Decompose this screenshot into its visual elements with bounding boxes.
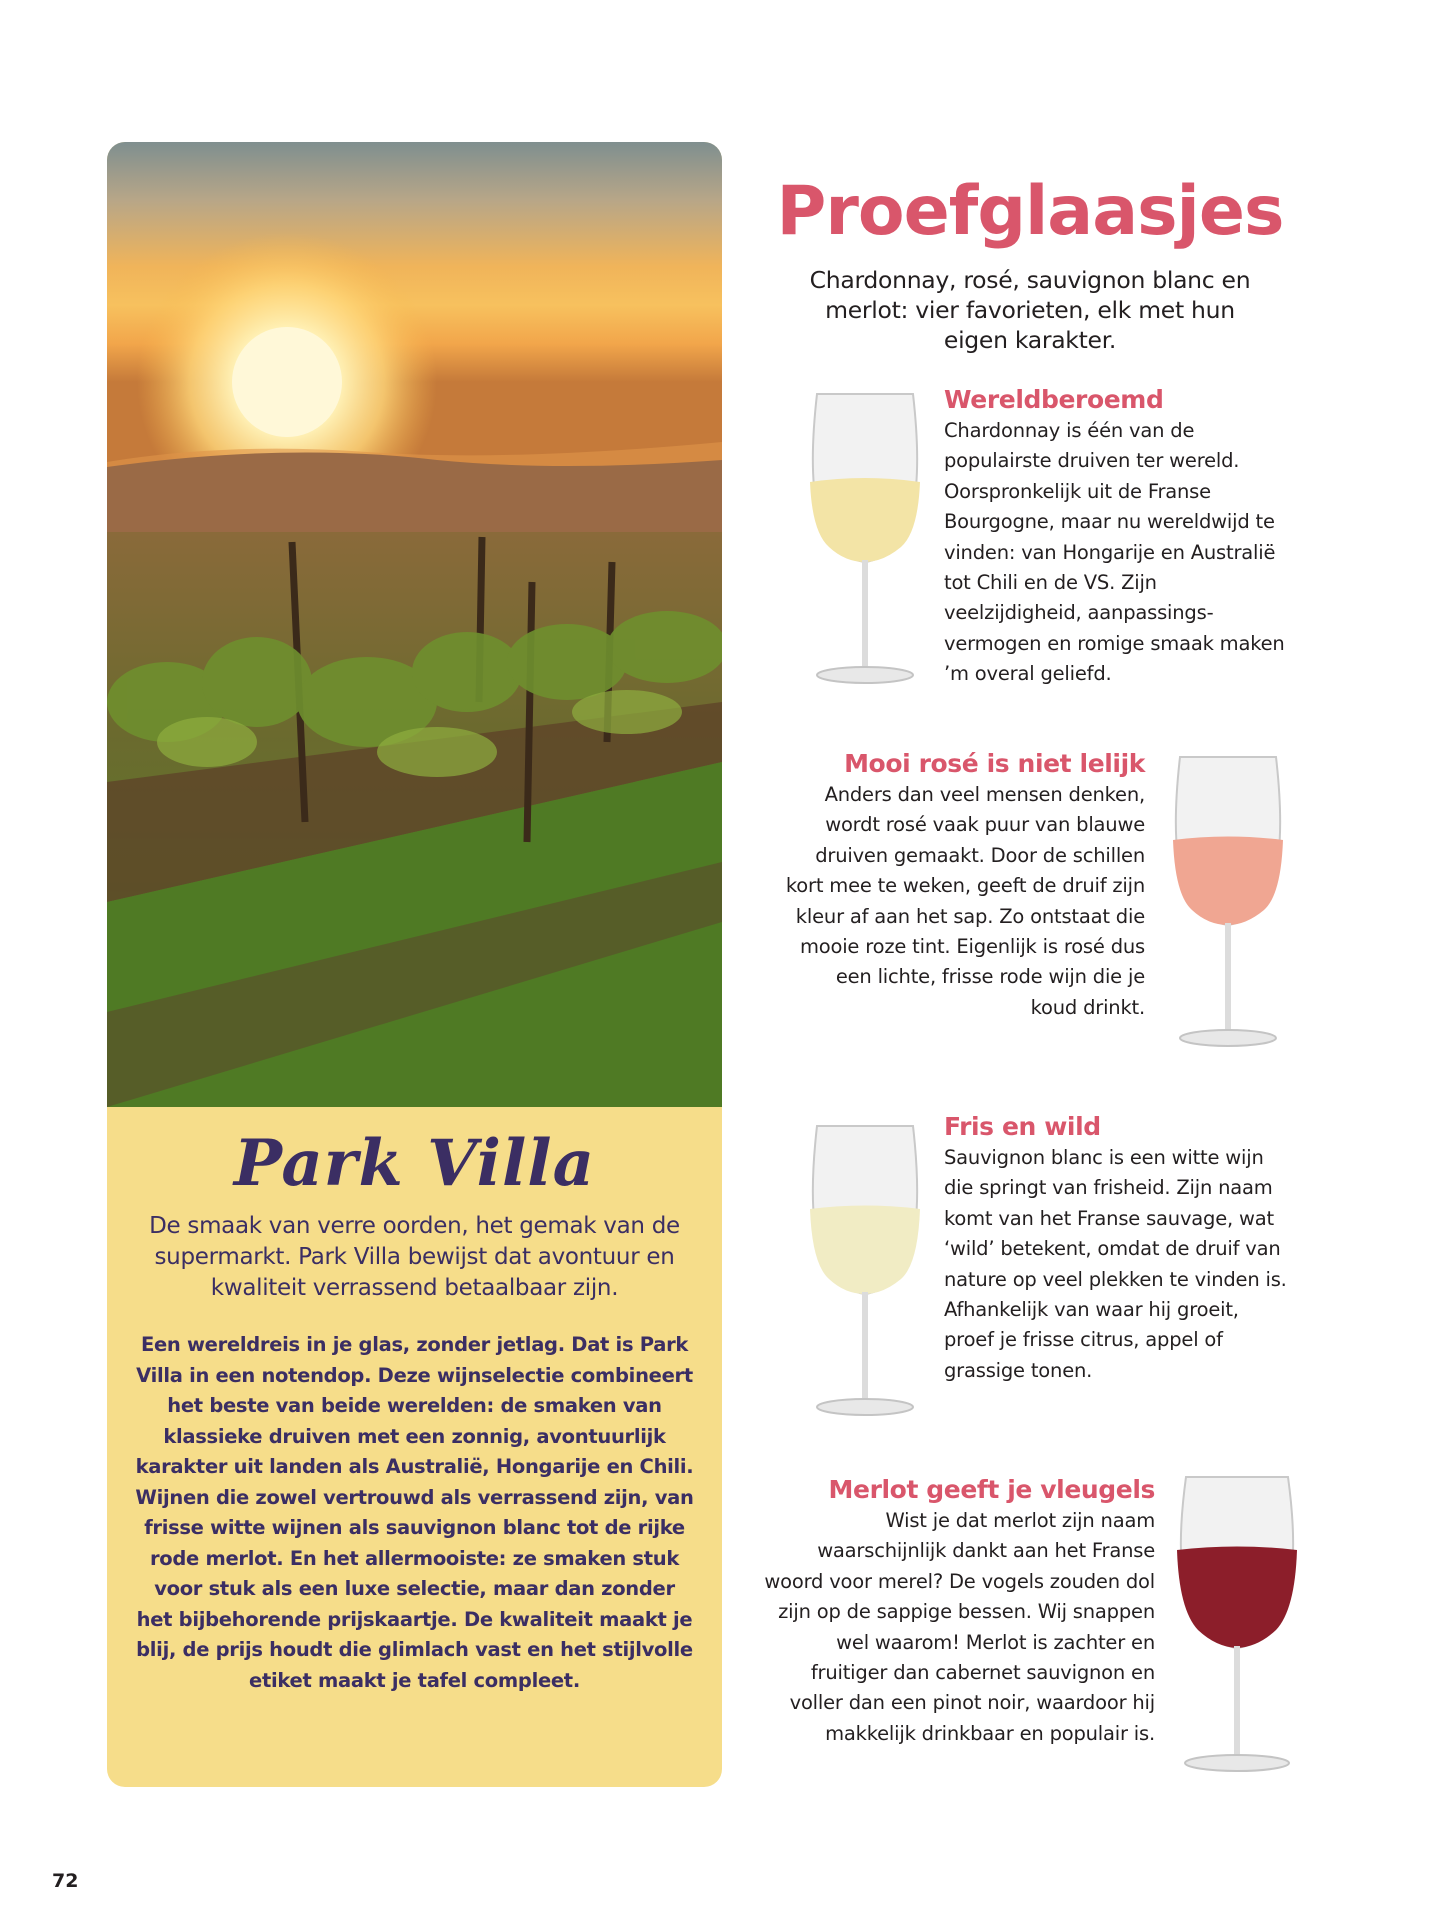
wine-text: Wist je dat merlot zijn naam waarschijnlijk dankt aan het Franse woord voor merel? De vogels zouden dol zijn op de sappige bessen. Wij snappen wel waarom! Merlot is zachter en fruitiger dan cabernet sauvignon en voller dan een pinot noir, waardoor hij makkelijk drinkbaar en populair is.	[764, 1509, 1155, 1745]
page-number: 72	[52, 1870, 79, 1892]
wine-block-merlot	[760, 1474, 1155, 1749]
white-wine-glass-icon	[805, 392, 925, 691]
page-title: Proefglaasjes	[776, 172, 1284, 251]
wine-text: Chardonnay is één van de populairste druiven ter wereld. Oorspronkelijk uit de Franse Bourgogne, maar nu wereldwijd te vinden: van Hongarije en Australië tot Chili en de VS. Zijn veelzijdigheid, aanpassings-vermogen en romige smaak maken ’m overal geliefd.	[944, 419, 1285, 686]
rose-wine-glass-icon	[1168, 755, 1288, 1054]
card-body-text: Een wereldreis in je glas, zonder jetlag. Dat is Park Villa in een notendop. Deze wijnselectie combineert het beste van beide werelden: de smaken van klassieke druiven met een zonnig, avontuurlijk karakter uit landen als Australië, Hongarije en Chili. Wijnen die zowel vertrouwd als verrassend zijn, van frisse witte wijnen als sauvignon blanc tot de rijke rode merlot. En het allermooiste: ze smaken stuk voor stuk als een luxe selectie, maar dan zonder het bijbehorende prijskaartje. De kwaliteit maakt je blij, de prijs houdt die glimlach vast en het stijlvolle etiket maakt je tafel compleet.	[135, 1333, 694, 1692]
wine-block-rose	[785, 748, 1145, 1023]
wine-heading: Wereldberoemd	[944, 385, 1164, 414]
wine-heading: Mooi rosé is niet lelijk	[844, 749, 1145, 778]
park-villa-card	[107, 142, 722, 1787]
wine-text: Sauvignon blanc is een witte wijn die springt van frisheid. Zijn naam komt van het Franse sauvage, wat ‘wild’ betekent, omdat de druif van nature op veel plekken te vinden is. Afhankelijk van waar hij groeit, proef je frisse citrus, appel of grassige tonen.	[944, 1146, 1287, 1382]
wine-text: Anders dan veel mensen denken, wordt rosé vaak puur van blauwe druiven gemaakt. Door de schillen kort mee te weken, geeft de druif zijn kleur af aan het sap. Zo ontstaat die mooie roze tint. Eigenlijk is rosé dus een lichte, frisse rode wijn die je koud drinkt.	[785, 783, 1145, 1019]
park-villa-text	[107, 1107, 722, 1787]
page-subtitle: Chardonnay, rosé, sauvignon blanc en merlot: vier favorieten, elk met hun eigen karakter.	[809, 266, 1251, 354]
brand-name: Park Villa	[233, 1126, 596, 1201]
wine-block-sauvignon	[944, 1111, 1294, 1386]
wine-heading: Fris en wild	[944, 1112, 1101, 1141]
white-wine-glass-icon	[805, 1124, 925, 1423]
wine-heading: Merlot geeft je vleugels	[828, 1475, 1155, 1504]
red-wine-glass-icon	[1172, 1475, 1302, 1779]
card-intro: De smaak van verre oorden, het gemak van de supermarkt. Park Villa bewijst dat avontuur en kwaliteit verrassend betaalbaar zijn.	[149, 1213, 680, 1302]
wine-block-chardonnay	[944, 384, 1294, 690]
vineyard-sunset-photo	[107, 142, 722, 1107]
